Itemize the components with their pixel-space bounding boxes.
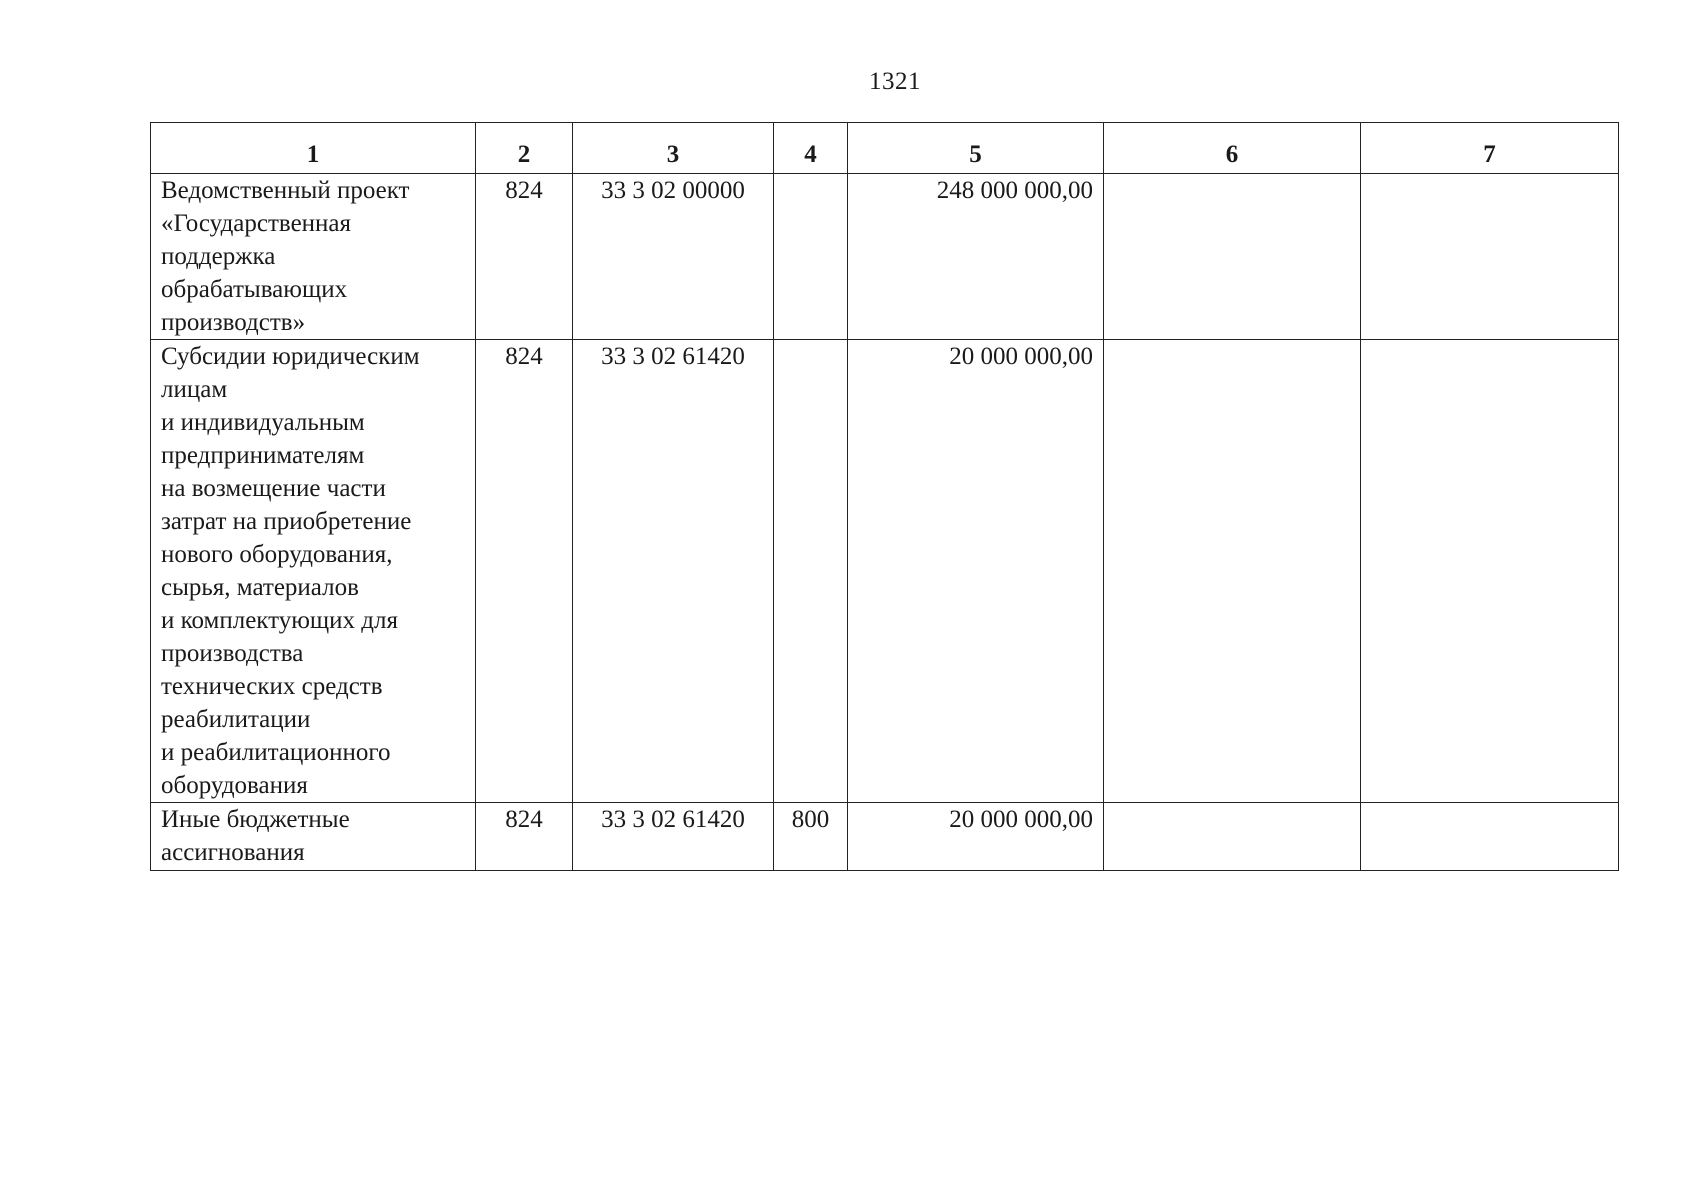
row-name-line: «Государственная — [161, 210, 352, 237]
column-header-3: 3 — [573, 123, 774, 174]
row-name-line: технических средств — [161, 673, 383, 700]
column-header-5: 5 — [848, 123, 1104, 174]
row-name-line: поддержка — [161, 243, 276, 270]
row-col2-cell: 824 — [476, 803, 573, 871]
row-name-line: реабилитации — [161, 706, 311, 733]
row-name-line: производства — [161, 640, 304, 667]
row-name-line: затрат на приобретение — [161, 508, 412, 535]
row-name-line: предпринимателям — [161, 442, 365, 469]
row-col2-cell: 824 — [476, 174, 573, 340]
column-header-4: 4 — [774, 123, 848, 174]
row-name-cell — [151, 803, 476, 871]
row-col7-cell — [1361, 174, 1619, 340]
row-name-cell — [151, 340, 476, 803]
row-col7-cell — [1361, 803, 1619, 871]
row-col5-cell: 20 000 000,00 — [848, 803, 1104, 871]
row-name-line: и индивидуальным — [161, 409, 365, 436]
row-name-line: и комплектующих для — [161, 607, 398, 634]
row-name-line: на возмещение части — [161, 475, 386, 502]
page-number: 1321 — [869, 68, 921, 95]
row-col2-cell: 824 — [476, 340, 573, 803]
row-name-line: обрабатывающих — [161, 276, 348, 303]
column-header-1: 1 — [151, 123, 476, 174]
row-name-line: ассигнования — [161, 839, 305, 866]
table-row — [151, 174, 1619, 340]
row-col4-cell: 800 — [774, 803, 848, 871]
column-header-2: 2 — [476, 123, 573, 174]
row-col4-cell — [774, 340, 848, 803]
row-col3-cell: 33 3 02 00000 — [573, 174, 774, 340]
row-col3-cell: 33 3 02 61420 — [573, 340, 774, 803]
row-name-line: и реабилитационного — [161, 739, 391, 766]
budget-table — [150, 122, 1619, 871]
row-name-line: оборудования — [161, 772, 308, 799]
row-col5-cell: 248 000 000,00 — [848, 174, 1104, 340]
row-name-line: нового оборудования, — [161, 541, 393, 568]
row-name-line: производств» — [161, 309, 306, 336]
row-name-line: Ведомственный проект — [161, 177, 410, 204]
row-name-line: Иные бюджетные — [161, 806, 350, 833]
row-name-line: лицам — [161, 376, 228, 403]
row-name-line: Субсидии юридическим — [161, 343, 420, 370]
column-header-6: 6 — [1104, 123, 1361, 174]
row-name-cell — [151, 174, 476, 340]
table-row — [151, 803, 1619, 871]
row-col4-cell — [774, 174, 848, 340]
row-col6-cell — [1104, 803, 1361, 871]
row-col3-cell: 33 3 02 61420 — [573, 803, 774, 871]
table-header-row — [151, 123, 1619, 174]
row-col5-cell: 20 000 000,00 — [848, 340, 1104, 803]
row-col6-cell — [1104, 340, 1361, 803]
column-header-7: 7 — [1361, 123, 1619, 174]
row-name-line: сырья, материалов — [161, 574, 359, 601]
table-row — [151, 340, 1619, 803]
row-col7-cell — [1361, 340, 1619, 803]
row-col6-cell — [1104, 174, 1361, 340]
